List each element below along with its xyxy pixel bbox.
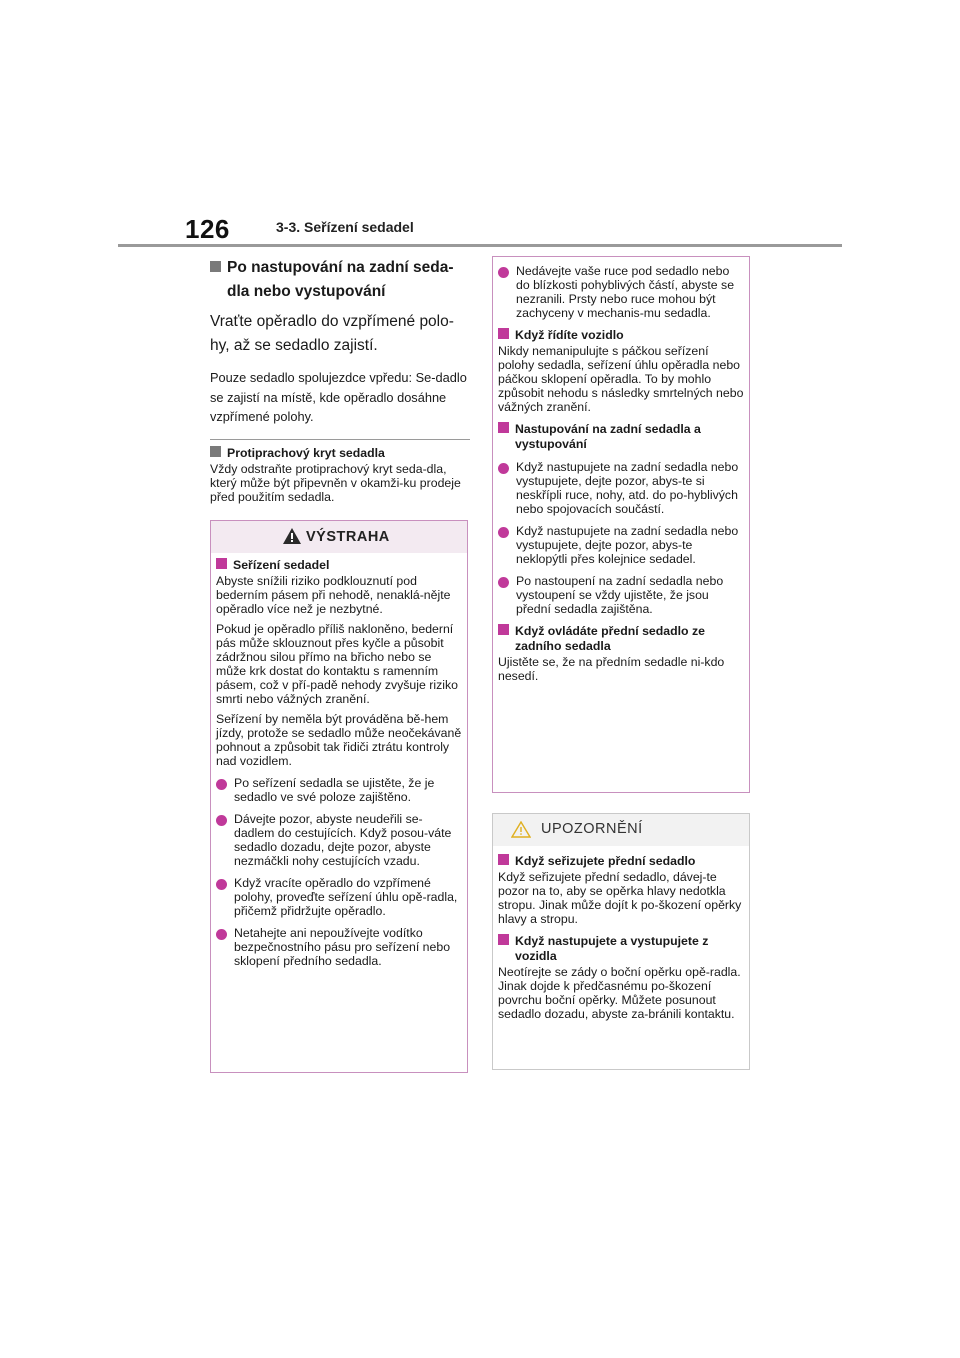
warning-bullet: Nedávejte vaše ruce pod sedadlo nebo do blízkosti pohyblivých částí, abyste se nezranili. Prsty nebo ruce mohou být zachyceny v mechanis-mu sedadla. — [498, 264, 744, 320]
warning-bullet: Když nastupujete na zadní sedadla nebo vystupujete, dejte pozor, abys-te neklopýtli přes kolejnice sedadel. — [498, 524, 744, 566]
warning-paragraph: Seřízení by neměla být prováděna bě-hem jízdy, protože se sedadlo může neočekávaně pohnout a způsobit tak řidiči ztrátu kontroly nad vozidlem. — [216, 712, 462, 768]
circle-bullet-icon — [216, 879, 227, 890]
circle-bullet-icon — [498, 527, 509, 538]
instruction-text: Vraťte opěradlo do vzpřímené polo-hy, až se sedadlo zajistí. — [210, 313, 454, 354]
warning-bullet: Po seřízení sedadla se ujistěte, že je sedadlo ve své poloze zajištěno. — [216, 776, 462, 804]
section-title: 3-3. Seřízení sedadel — [276, 219, 414, 235]
caution-triangle-icon — [511, 821, 531, 838]
section-heading: Po nastupování na zadní seda-dla nebo vystupování — [210, 256, 470, 304]
page-number: 126 — [185, 214, 230, 244]
warning-paragraph: Pokud je opěradlo příliš nakloněno, bederní pás může sklouznout přes kyčle a působit zádržnou silou přímo na břicho nebo se může krk dostat do kontaktu s ramenním pásem, což v pří-padě nehody zvyšuje riziko smrti nebo vážných zranění. — [216, 622, 458, 706]
caution-title: UPOZORNĚNÍ — [541, 821, 643, 837]
circle-bullet-icon — [216, 779, 227, 790]
warning-bullet: Po nastoupení na zadní sedadla nebo vystoupení se vždy ujistěte, že jsou přední sedadla zajištěna. — [498, 574, 744, 616]
warning-heading: Když ovládáte přední sedadlo ze zadního sedadla — [498, 624, 744, 654]
warning-paragraph: Ujistěte se, že na předním sedadle ni-kdo nesedí. — [498, 655, 725, 683]
square-bullet-icon — [210, 446, 221, 457]
section-divider — [210, 439, 470, 440]
warning-continuation-box — [492, 256, 750, 793]
circle-bullet-icon — [216, 815, 227, 826]
square-bullet-icon — [498, 624, 509, 635]
page-header — [185, 212, 805, 246]
warning-heading: Seřízení sedadel — [216, 558, 462, 573]
square-bullet-icon — [216, 558, 227, 569]
square-bullet-icon — [498, 422, 509, 433]
circle-bullet-icon — [216, 929, 227, 940]
warning-paragraph: Nikdy nemanipulujte s páčkou seřízení polohy sedadla, seřízení úhlu opěradla nebo páčkou sklopení opěradla. To by mohlo způsobit nehodu s následky smrtelných nebo vážných zranění. — [498, 344, 744, 414]
caution-paragraph: Když seřizujete přední sedadlo, dávej-te pozor na to, aby se opěrka hlavy nedotkla stropu. Jinak může dojít k po-škození opěrky hlavy a stropu. — [498, 870, 742, 926]
square-bullet-icon — [498, 934, 509, 945]
warning-bullet: Netahejte ani nepoužívejte vodítko bezpečnostního pásu pro seřízení nebo sklopení předního sedadla. — [216, 926, 462, 968]
circle-bullet-icon — [498, 577, 509, 588]
subsection-heading: Protiprachový kryt sedadla — [210, 446, 470, 461]
subsection-text: Vždy odstraňte protiprachový kryt seda-dla, který může být připevněn v okamži-ku prodeje před použitím sedadla. — [210, 461, 461, 504]
warning-paragraph: Abyste snížili riziko podklouznutí pod bederním pásem při nehodě, nenaklá-nějte opěradlo více než je nezbytné. — [216, 574, 451, 616]
caution-header — [493, 814, 749, 846]
note-text: Pouze sedadlo spolujezdce vpředu: Se-dadlo se zajistí na místě, kde opěradlo dosáhne vzpřímené polohy. — [210, 370, 467, 424]
warning-heading: Když řídíte vozidlo — [498, 328, 744, 343]
warning-bullet: Dávejte pozor, abyste neudeřili se-dadlem do cestujících. Když posou-váte sedadlo dozadu, dejte pozor, abyste nezmáčkli nohy cestujících vzadu. — [216, 812, 462, 868]
header-divider — [118, 244, 842, 247]
circle-bullet-icon — [498, 463, 509, 474]
square-bullet-icon — [498, 854, 509, 865]
circle-bullet-icon — [498, 267, 509, 278]
warning-bullet: Když nastupujete na zadní sedadla nebo vystupujete, dejte pozor, abys-te si neskřípli ruce, nohy, atd. do po-hyblivých nebo spojovacích součástí. — [498, 460, 744, 516]
warning-box — [210, 520, 468, 1073]
warning-triangle-icon — [283, 528, 301, 544]
caution-box — [492, 813, 750, 1070]
caution-paragraph: Neotírejte se zády o boční opěrku opě-radla. Jinak dojde k předčasnému po-škození povrchu boční opěrky. Můžete posunout sedadlo dozadu, abyste za-bránili kontaktu. — [498, 965, 741, 1021]
square-bullet-icon — [210, 261, 221, 272]
warning-header — [211, 521, 467, 553]
caution-heading: Když nastupujete a vystupujete z vozidla — [498, 934, 744, 964]
warning-heading: Nastupování na zadní sedadla a vystupování — [498, 422, 744, 452]
left-column — [210, 256, 470, 508]
warning-bullet: Když vracíte opěradlo do vzpřímené polohy, proveďte seřízení úhlu opě-radla, přičemž přidržujte opěradlo. — [216, 876, 462, 918]
warning-title: VÝSTRAHA — [306, 529, 390, 545]
caution-heading: Když seřizujete přední sedadlo — [498, 854, 744, 869]
square-bullet-icon — [498, 328, 509, 339]
